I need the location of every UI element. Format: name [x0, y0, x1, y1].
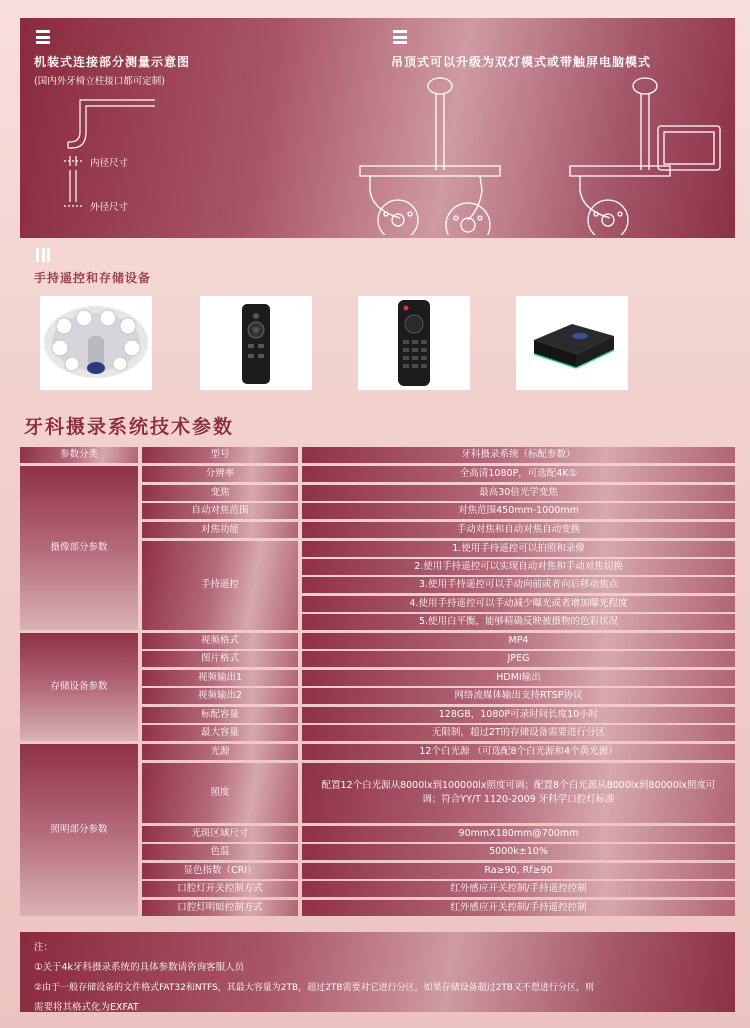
- section-three-icon: [36, 248, 50, 262]
- header-value: 牙科摄录系统（标配参数）: [302, 447, 735, 463]
- note-line-1: ①关于4k牙科摄录系统的具体参数请咨询客服人员: [34, 962, 245, 973]
- param-cell: 标配容量: [142, 707, 298, 723]
- section-one-icon: [36, 30, 50, 44]
- value-cell: 90mmX180mm@700mm: [302, 826, 735, 842]
- notes-panel: [20, 932, 735, 1012]
- param-cell: 色温: [142, 844, 298, 860]
- note-line-3: 需要将其格式化为EXFAT: [34, 1002, 139, 1013]
- left-diagram-subtitle: (国内外牙椅立柱接口都可定制): [34, 76, 165, 87]
- lamp-head-photo: [40, 296, 152, 390]
- remote-storage-section: [20, 243, 735, 393]
- param-cell: 自动对焦范围: [142, 503, 298, 519]
- slim-remote-icon: [200, 296, 312, 390]
- header-param: 型号: [142, 447, 298, 463]
- section-two-icon: [393, 30, 407, 44]
- param-cell: 对焦功能: [142, 522, 298, 538]
- value-cell: 全高清1080P，可选配4K①: [302, 466, 735, 482]
- note-line-2: ②由于一般存储设备的文件格式FAT32和NTFS，其最大容量为2TB，超过2TB需要对它进行分区，如果存储设备超过2TB又不想进行分区，则: [34, 983, 594, 993]
- remote-value-cell: 1.使用手持遥控可以拍照和录像: [302, 541, 735, 557]
- param-cell-illuminance: 照度: [142, 763, 298, 823]
- remote-value-cell: 3.使用手持遥控可以手动向前或者向后移动焦点: [302, 577, 735, 593]
- outer-diameter-label: 外径尺寸: [90, 202, 129, 213]
- value-cell: 网络流媒体输出支持RTSP协议: [302, 688, 735, 704]
- value-cell: 红外感应开关控制/手持遥控控制: [302, 900, 735, 916]
- param-cell: 最大容量: [142, 725, 298, 741]
- storage-box-photo: [516, 296, 628, 390]
- param-cell: 视频输出2: [142, 688, 298, 704]
- full-remote-photo: [358, 296, 470, 390]
- param-cell: 口腔灯明暗控制方式: [142, 900, 298, 916]
- ceiling-double-lamp-diagram: [350, 70, 520, 235]
- param-cell: 光源: [142, 744, 298, 760]
- value-cell: 红外感应开关控制/手持遥控控制: [302, 881, 735, 897]
- full-remote-icon: [358, 296, 470, 390]
- pipe-measurement-diagram: [60, 94, 160, 214]
- slim-remote-photo: [200, 296, 312, 390]
- category-storage: 存储设备参数: [20, 633, 138, 741]
- category-camera: 摄像部分参数: [20, 466, 138, 630]
- lamp-head-icon: [40, 296, 152, 390]
- value-cell-illuminance: 配置12个白光源从8000lx到100000lx照度可调；配置8个白光源从8000lx到80000lx照度可调；符合YY/T 1120-2009 牙科学口腔灯标准: [302, 763, 735, 823]
- notes-heading: 注：: [34, 942, 54, 953]
- storage-box-icon: [516, 296, 628, 390]
- param-cell: 视频输出1: [142, 670, 298, 686]
- category-lighting: 照明部分参数: [20, 744, 138, 916]
- param-cell: 图片格式: [142, 651, 298, 667]
- remote-section-title: 手持遥控和存储设备: [34, 271, 152, 285]
- value-cell: 128GB，1080P可录时间长度10小时: [302, 707, 735, 723]
- value-cell: 无限制，超过2T的存储设备需要进行分区: [302, 725, 735, 741]
- remote-value-cell: 2.使用手持遥控可以实现自动对焦和手动对焦切换: [302, 559, 735, 575]
- remote-value-cell: 4.使用手持遥控可以手动减少曝光或者增加曝光程度: [302, 596, 735, 612]
- remote-value-cell: 5.使用白平衡，能够精确反映被摄物的色彩状况: [302, 614, 735, 630]
- value-cell: HDMI输出: [302, 670, 735, 686]
- left-diagram-title: 机装式连接部分测量示意图: [34, 55, 191, 69]
- right-diagram-title: 吊顶式可以升级为双灯模式或带触屏电脑模式: [391, 55, 652, 69]
- param-cell-remote: 手持遥控: [142, 541, 298, 630]
- value-cell: 手动对焦和自动对焦自动变换: [302, 522, 735, 538]
- value-cell: 最高30倍光学变焦: [302, 485, 735, 501]
- value-cell: JPEG: [302, 651, 735, 667]
- param-cell: 变焦: [142, 485, 298, 501]
- value-cell: Ra≥90, Rf≥90: [302, 863, 735, 879]
- installation-diagram-panel: [20, 18, 735, 238]
- inner-diameter-label: 内径尺寸: [90, 158, 129, 169]
- param-cell: 口腔灯开关控制方式: [142, 881, 298, 897]
- header-category: 参数分类: [20, 447, 138, 463]
- param-cell: 视频格式: [142, 633, 298, 649]
- spec-table-title: 牙科摄录系统技术参数: [24, 416, 235, 438]
- value-cell: 5000k±10%: [302, 844, 735, 860]
- param-cell: 光斑区域尺寸: [142, 826, 298, 842]
- value-cell: 对焦范围450mm-1000mm: [302, 503, 735, 519]
- value-cell: MP4: [302, 633, 735, 649]
- ceiling-lamp-touchscreen-diagram: [560, 70, 730, 235]
- param-cell: 显色指数（CRI）: [142, 863, 298, 879]
- value-cell: 12个白光源 （可选配8个白光源和4个黄光源）: [302, 744, 735, 760]
- param-cell: 分辨率: [142, 466, 298, 482]
